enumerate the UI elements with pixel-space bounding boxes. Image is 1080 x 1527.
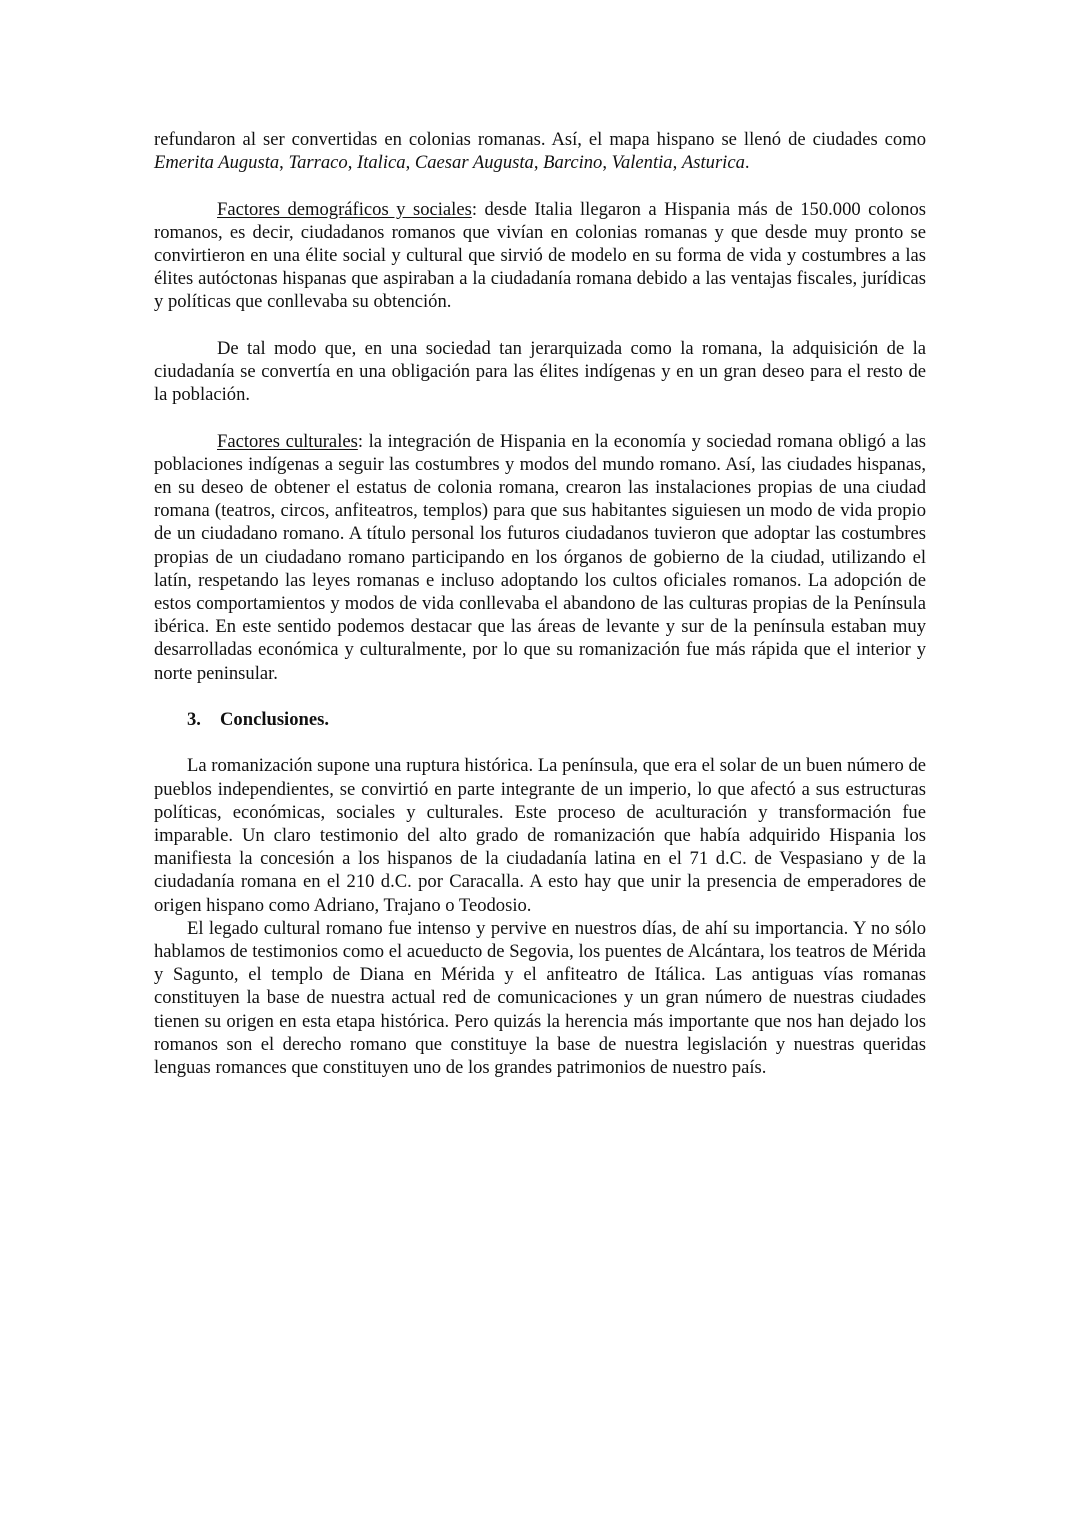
section-label: Factores demográficos y sociales: [217, 198, 472, 220]
paragraph-jerarquia: [154, 337, 926, 407]
city-name: Valentia: [611, 152, 673, 174]
city-name: Emerita Augusta: [154, 152, 280, 174]
paragraph-text: : la integración de Hispania en la economía y sociedad romana obligó a las poblaciones indígenas a seguir las costumbres y modos del mundo romano. Así, las ciudades hispanas, en su deseo de obtener el estatus de colonia romana, crearon las instalaciones propias de una ciudad romana (teatros, circos, anfiteatros, templos) para que sus habitantes siguiesen un modo de vida propio de un ciudadano romano. A título personal los futuros ciudadanos tuvieron que adoptar las costumbres propias de un ciudadano romano participando en los órganos de gobierno de la ciudad, utilizando el latín, respetando las leyes romanas e incluso adoptando los cultos oficiales romanos. La adopción de estos comportamientos y modos de vida conllevaba el abandono de las culturas propias de la Península ibérica. En este sentido podemos destacar que las áreas de levante y sur de la península estaban muy desarrolladas económica y culturalmente, por lo que su romanización fue más rápida que el interior y norte peninsular.: [154, 430, 927, 684]
city-name: Tarraco: [288, 152, 348, 174]
paragraph-text: El legado cultural romano fue intenso y pervive en nuestros días, de ahí su importancia. Y no sólo hablamos de testimonios como el acueducto de Segovia, los puentes de Alcántara, los teatros de Mérida y Sagunto, el templo de Diana en Mérida y el anfiteatro de Itálica. Las antiguas vías romanas constituyen la base de nuestra actual red de comunicaciones y un gran número de nuestras ciudades tienen su origen en esta etapa histórica. Pero quizás la herencia más importante que nos han dejado los romanos son el derecho romano que constituye la base de nuestra legislación y nuestras queridas lenguas romances que constituyen uno de los grandes patrimonios de nuestro país.: [154, 917, 926, 1079]
paragraph-text: refundaron al ser convertidas en colonias romanas. Así, el mapa hispano se llenó de ciudades como: [154, 129, 926, 150]
paragraph-factores-demograficos: [154, 198, 926, 314]
paragraph-text: De tal modo que, en una sociedad tan jerarquizada como la romana, la adquisición de la ciudadanía se convertía en una obligación para las élites indígenas y en un gran deseo para el resto de la población.: [154, 337, 926, 406]
city-name: Caesar Augusta: [414, 152, 534, 174]
heading-title: Conclusiones.: [220, 709, 330, 731]
section-heading: [154, 708, 926, 731]
paragraph-text: La romanización supone una ruptura histórica. La península, que era el solar de un buen número de pueblos independientes, se convirtió en parte integrante de un imperio, lo que afectó a sus estructuras políticas, económicas, sociales y culturales. Este proceso de aculturación y transformación fue imparable. Un claro testimonio del alto grado de romanización que había adquirido Hispania los manifiesta la concesión a los hispanos de la ciudadanía latina en el 71 d.C. de Vespasiano y de la ciudadanía romana en el 210 d.C. por Caracalla. A esto hay que unir la presencia de emperadores de origen hispano como Adriano, Trajano o Teodosio.: [154, 755, 926, 916]
city-name: Italica: [357, 152, 406, 174]
section-label: Factores culturales: [217, 430, 358, 452]
city-name: Barcino: [543, 152, 603, 174]
document-page: [154, 128, 926, 1079]
city-name: Asturica: [681, 152, 745, 174]
paragraph-colonias: refundaron al ser convertidas en colonias romanas. Así, el mapa hispano se llenó de ciudades como Emerita Augusta, Tarraco, Italica, Caesar Augusta, Barcino, Valentia, Asturica.: [154, 129, 926, 174]
paragraph-factores-culturales: [154, 430, 926, 685]
paragraph-legado: [154, 917, 926, 1079]
paragraph-ruptura: [154, 754, 926, 916]
heading-number: 3.: [187, 709, 201, 731]
paragraph-text: : desde Italia llegaron a Hispania más de 150.000 colonos romanos, es decir, ciudadanos romanos que vivían en colonias romanas y que desde muy pronto se convirtieron en una élite social y cultural que sirvió de modelo en su forma de vida y costumbres a las élites autóctonas hispanas que aspiraban a la ciudadanía romana debido a las ventajas fiscales, jurídicas y políticas que conllevaba su obtención.: [154, 198, 926, 313]
